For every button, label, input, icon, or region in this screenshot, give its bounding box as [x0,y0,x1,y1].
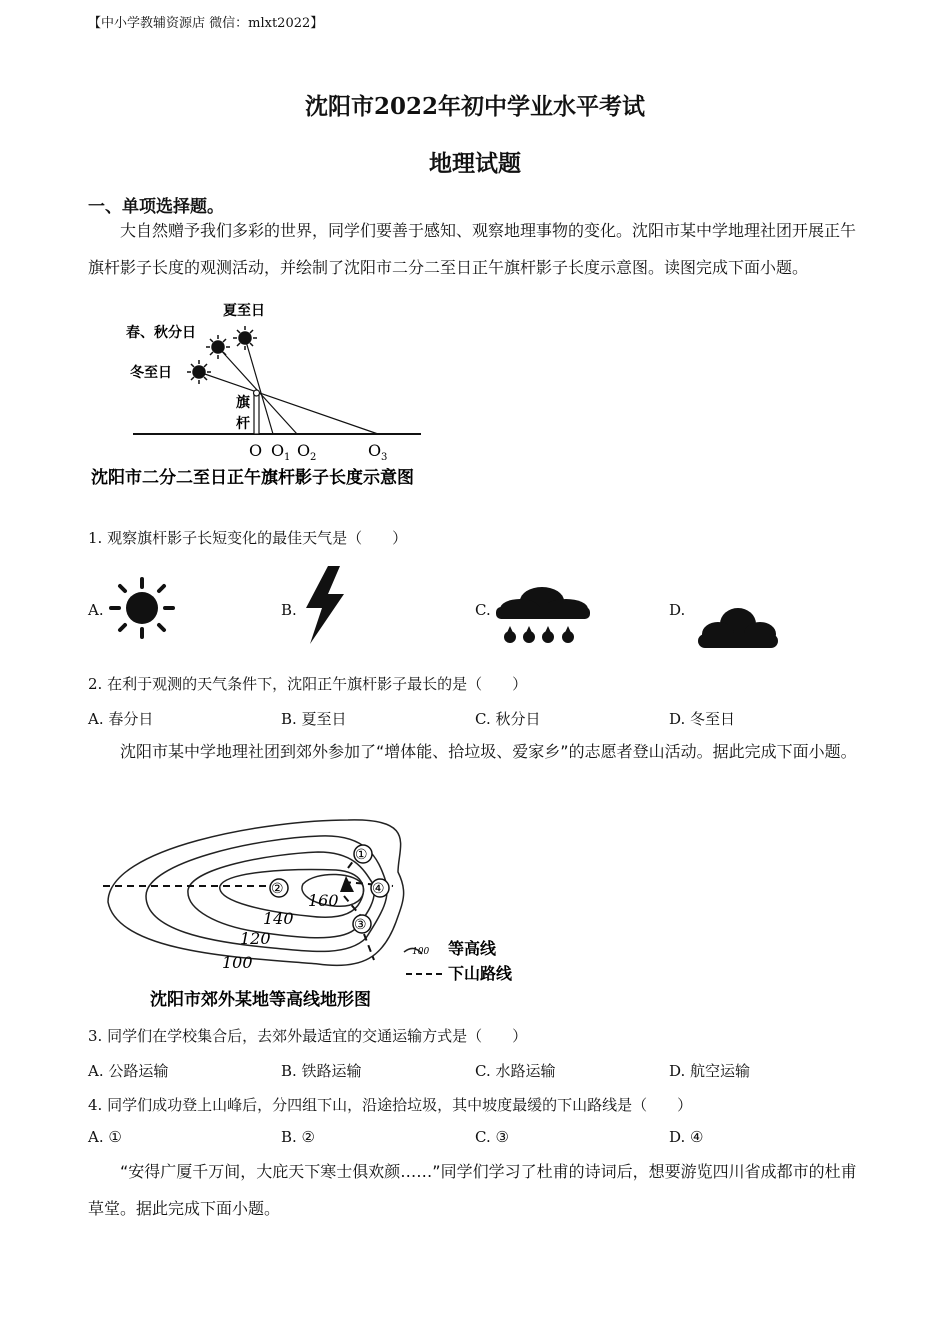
peak-marker [340,876,354,892]
sun-icon [108,576,176,640]
route-1-label: ① [355,847,368,863]
q4-option-a: A. ① [88,1128,122,1146]
q2-option-d: D. 冬至日 [669,710,736,728]
point-o2-sub: 2 [310,452,317,463]
label-pole-2: 杆 [236,416,250,432]
question-1-stem: 1. 观察旗杆影子长短变化的最佳天气是（ ） [88,529,408,547]
lightning-icon [300,564,350,646]
q3-option-a: A. 公路运输 [88,1062,169,1080]
contour-100-label: 100 [222,953,253,972]
q2-option-c: C. 秋分日 [475,710,541,728]
label-winter: 冬至日 [130,365,172,381]
q2-option-b: B. 夏至日 [281,710,347,728]
contour-140-label: 140 [263,909,294,928]
q1-option-a-label: A. [88,601,104,619]
legend-contour-label: 等高线 [448,939,497,958]
page-title: 沈阳市2022年初中学业水平考试 [304,93,645,120]
q1-option-c-label: C. [475,601,491,619]
contour-160-label: 160 [308,891,339,910]
question-4-stem: 4. 同学们成功登上山峰后，分四组下山，沿途拾垃圾，其中坡度最缓的下山路线是（ ） [88,1096,693,1114]
label-pole-1: 旗 [236,395,250,411]
figure-caption-1: 沈阳市二分二至日正午旗杆影子长度示意图 [91,468,414,488]
figure-caption-2: 沈阳市郊外某地等高线地形图 [150,990,371,1010]
point-o1-sub: 1 [284,452,291,463]
contour-map [98,812,538,1012]
label-equinox: 春、秋分日 [126,325,196,341]
header-note: 【中小学教辅资源店 微信：mlxt2022】 [88,16,324,31]
q3-option-c: C. 水路运输 [475,1062,556,1080]
contour-120-label: 120 [240,929,271,948]
q1-option-b-label: B. [281,601,297,619]
shadow-diagram [88,295,488,495]
intro-paragraph-3: “安得广厦千万间，大庇天下寒士俱欢颜……”同学们学习了杜甫的诗词后，想要游览四川省成都市的杜甫草堂。据此完成下面小题。 [88,1162,857,1218]
q4-option-b: B. ② [281,1128,316,1146]
legend-sample-label: 100 [412,947,430,957]
point-o: O [249,441,263,460]
rain-cloud-icon [494,585,592,649]
route-4-label: ④ [372,881,385,897]
section-heading: 一、单项选择题。 [88,197,224,217]
point-o1: O [271,441,285,460]
q3-option-d: D. 航空运输 [669,1062,751,1080]
intro-paragraph-1: 大自然赠予我们多彩的世界，同学们要善于感知、观察地理事物的变化。沈阳市某中学地理社团开展正午旗杆影子长度的观测活动，并绘制了沈阳市二分二至日正午旗杆影子长度示意图。读图完成下面小题。 [88,221,857,277]
route-3-label: ③ [354,917,367,933]
q4-option-c: C. ③ [475,1128,509,1146]
question-3-stem: 3. 同学们在学校集合后，去郊外最适宜的交通运输方式是（ ） [88,1027,528,1045]
q3-option-b: B. 铁路运输 [281,1062,362,1080]
page-subtitle: 地理试题 [429,150,521,177]
legend-route-label: 下山路线 [448,964,513,983]
q1-option-d-label: D. [669,601,686,619]
cloud-icon [694,606,782,652]
point-o3: O [368,441,382,460]
question-2-stem: 2. 在利于观测的天气条件下，沈阳正午旗杆影子最长的是（ ） [88,675,528,693]
label-summer: 夏至日 [223,303,265,319]
point-o2: O [297,441,311,460]
q4-option-d: D. ④ [669,1128,704,1146]
point-o3-sub: 3 [381,452,388,463]
intro-paragraph-2: 沈阳市某中学地理社团到郊外参加了“增体能、拾垃圾、爱家乡”的志愿者登山活动。据此完成下面小题。 [120,742,857,761]
route-2-label: ② [271,881,284,897]
q2-option-a: A. 春分日 [88,710,154,728]
